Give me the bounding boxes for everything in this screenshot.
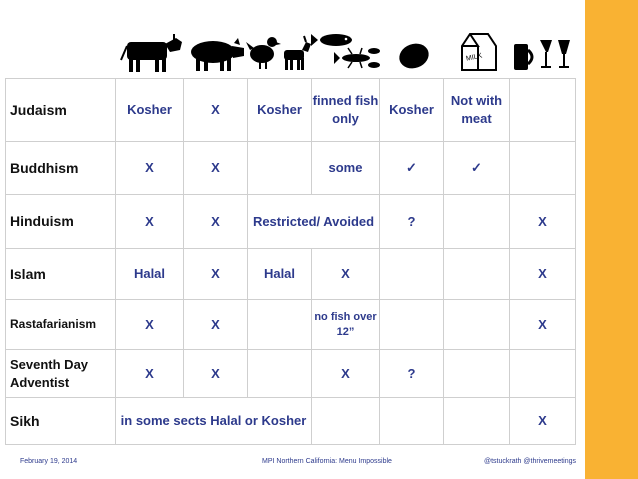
cell-alcohol [510, 79, 576, 142]
cell-seafood: some [312, 142, 380, 195]
goat-icon [284, 36, 311, 70]
cell-alcohol: X [510, 195, 576, 249]
pig-icon [191, 38, 244, 71]
cell-pork: X [184, 195, 248, 249]
religion-label: Judaism [6, 79, 116, 142]
cell-eggs [380, 300, 444, 350]
table-row [6, 249, 576, 300]
cell-poultry: Kosher [248, 79, 312, 142]
svg-text:MILK: MILK [465, 52, 483, 63]
cell-beef: Kosher [116, 79, 184, 142]
cell-dairy [444, 300, 510, 350]
cell-meat-sects: in some sects Halal or Kosher [116, 398, 312, 445]
cell-poultry: Halal [248, 249, 312, 300]
table-row [6, 195, 576, 249]
religion-label: Hinduism [6, 195, 116, 249]
cell-poultry-seafood: Restricted/ Avoided [248, 195, 380, 249]
cell-pork: X [184, 350, 248, 398]
cell-poultry [248, 300, 312, 350]
table-row [6, 79, 576, 142]
cell-eggs [380, 249, 444, 300]
footer-handles: @tstuckrath @thrivemeetings [484, 458, 577, 465]
religion-label: Islam [6, 249, 116, 300]
cell-dairy: Not with meat [444, 79, 510, 142]
cell-eggs [380, 398, 444, 445]
cell-dairy [444, 249, 510, 300]
cell-dairy: ✓ [444, 142, 510, 195]
cell-beef: X [116, 195, 184, 249]
cell-eggs: Kosher [380, 79, 444, 142]
fish-icon [311, 34, 352, 46]
religion-label: Seventh Day Adventist [6, 350, 116, 398]
cell-seafood: X [312, 350, 380, 398]
lobster-icon [334, 48, 380, 68]
cell-pork: X [184, 249, 248, 300]
cell-alcohol: X [510, 300, 576, 350]
cell-alcohol [510, 350, 576, 398]
drinks-icon [514, 40, 570, 70]
cell-eggs: ✓ [380, 142, 444, 195]
cell-pork: X [184, 142, 248, 195]
cell-poultry [248, 142, 312, 195]
milk-carton-icon [462, 34, 496, 70]
cell-seafood [312, 398, 380, 445]
religion-label: Rastafarianism [6, 300, 116, 350]
cell-alcohol [510, 142, 576, 195]
cell-dairy [444, 398, 510, 445]
religion-label: Sikh [6, 398, 116, 445]
orange-sidebar [585, 0, 638, 479]
cell-eggs: ? [380, 195, 444, 249]
cell-seafood: X [312, 249, 380, 300]
cell-dairy [444, 195, 510, 249]
footer-date: February 19, 2014 [20, 458, 78, 465]
table-row [6, 142, 576, 195]
food-icons-header [0, 0, 580, 78]
table-row [6, 300, 576, 350]
cell-beef: X [116, 350, 184, 398]
footer-event: MPI Northern California: Menu Impossible [262, 458, 392, 465]
diet-restrictions-table [5, 78, 576, 445]
cow-icon [121, 34, 182, 72]
cell-beef: Halal [116, 249, 184, 300]
cell-beef: X [116, 300, 184, 350]
cell-poultry [248, 350, 312, 398]
cell-pork: X [184, 79, 248, 142]
chicken-icon [246, 37, 281, 69]
cell-seafood: no fish over 12” [312, 300, 380, 350]
cell-pork: X [184, 300, 248, 350]
cell-alcohol: X [510, 249, 576, 300]
cell-alcohol: X [510, 398, 576, 445]
cell-dairy [444, 350, 510, 398]
religion-label: Buddhism [6, 142, 116, 195]
cell-seafood: finned fish only [312, 79, 380, 142]
cell-beef: X [116, 142, 184, 195]
table-row [6, 350, 576, 398]
table-row [6, 398, 576, 445]
egg-icon [396, 40, 432, 73]
cell-eggs: ? [380, 350, 444, 398]
